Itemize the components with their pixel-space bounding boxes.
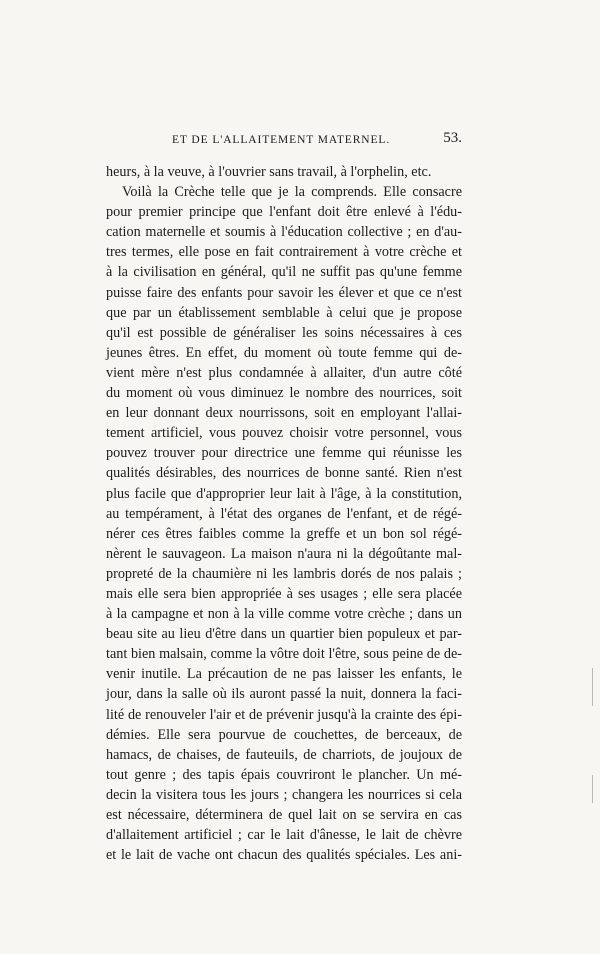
text-line: puisse faire des enfants pour savoir les élever et que ce n'est (106, 284, 462, 301)
text-line: tant bien malsain, comme la vôtre doit l'être, sous peine de de- (106, 646, 462, 663)
text-line: du moment où vous diminuez le nombre des nourrices, soit (106, 385, 462, 402)
text-line: jour, dans la salle où ils auront passé la nuit, donnera la faci- (106, 686, 462, 703)
text-line: en leur donnant deux nourrissons, soit en employant l'allai- (106, 405, 462, 422)
scan-margin-mark (592, 668, 593, 706)
scan-margin-mark (592, 775, 593, 803)
text-line: pour premier principe que l'enfant doit être enlevé à l'édu- (106, 204, 462, 221)
text-line: qualités désirables, des nourrices de bonne santé. Rien n'est (106, 465, 462, 482)
text-line: que par un établissement semblable à celui que je propose (106, 304, 462, 321)
text-line: tres termes, elle pose en fait contrairement à votre crèche et (106, 244, 462, 261)
text-line: démies. Elle sera pourvue de couchettes, de berceaux, de (106, 726, 462, 743)
text-line: est nécessaire, déterminera de quel lait on se servira en cas (106, 807, 462, 823)
text-line: heurs, à la veuve, à l'ouvrier sans travail, à l'orphelin, etc. (106, 164, 432, 180)
body-text (106, 162, 462, 865)
text-line: plus facile que d'approprier leur lait à l'âge, à la constitution, (106, 485, 462, 502)
text-line: vient mère n'est plus condamnée à allaiter, d'un autre côté (106, 364, 462, 381)
text-line: nérer ces êtres faibles comme la greffe et un bon sol régé- (106, 525, 462, 542)
text-line: Voilà la Crèche telle que je la comprends. Elle consacre (122, 184, 462, 201)
text-line: tout genre ; des tapis épais couvriront le plancher. Un mé- (106, 766, 462, 783)
text-line: tement artificiel, vous pouvez choisir votre personnel, vous (106, 425, 462, 442)
text-line: cation maternelle et soumis à l'éducation collective ; en d'au- (106, 224, 462, 241)
text-line: qu'il est possible de généraliser les soins nécessaires à ces (106, 324, 462, 341)
text-line: jeunes êtres. En effet, du moment où toute femme qui de- (106, 344, 462, 361)
text-line: à la civilisation en général, qu'il ne suffit pas qu'une femme (106, 264, 462, 281)
text-line: mais elle sera bien appropriée à ses usages ; elle sera placée (106, 585, 462, 602)
text-line: propreté de la chaumière ni les lambris dorés de nos palais ; (106, 565, 462, 582)
page-number: 53. (443, 130, 462, 146)
text-line: hamacs, de chaises, de fauteuils, de charriots, de joujoux de (106, 746, 462, 763)
text-line: lité de renouveler l'air et de prévenir jusqu'à la crainte des épi- (106, 706, 462, 723)
text-line: decin la visitera tous les jours ; changera les nourrices si cela (106, 786, 462, 803)
text-line: à la campagne et non à la ville comme votre crèche ; dans un (106, 606, 462, 623)
text-line: beau site au lieu d'être dans un quartier bien populeux et par- (106, 626, 462, 643)
text-line: venir inutile. La précaution de ne pas laisser les enfants, le (106, 666, 462, 683)
text-line: et le lait de vache ont chacun des qualités spéciales. Les ani- (106, 847, 462, 864)
text-line: d'allaitement artificiel ; car le lait d'ânesse, le lait de chèvre (106, 827, 462, 844)
text-line: au tempérament, à l'état des organes de l'enfant, et de régé- (106, 505, 462, 522)
text-line: nèrent le sauvageon. La maison n'aura ni la dégoûtante mal- (106, 545, 462, 562)
text-line: pouvez trouver pour directrice une femme qui réunisse les (106, 445, 462, 462)
running-head (106, 130, 462, 154)
running-title: ET DE L'ALLAITEMENT MATERNEL. (172, 134, 391, 146)
